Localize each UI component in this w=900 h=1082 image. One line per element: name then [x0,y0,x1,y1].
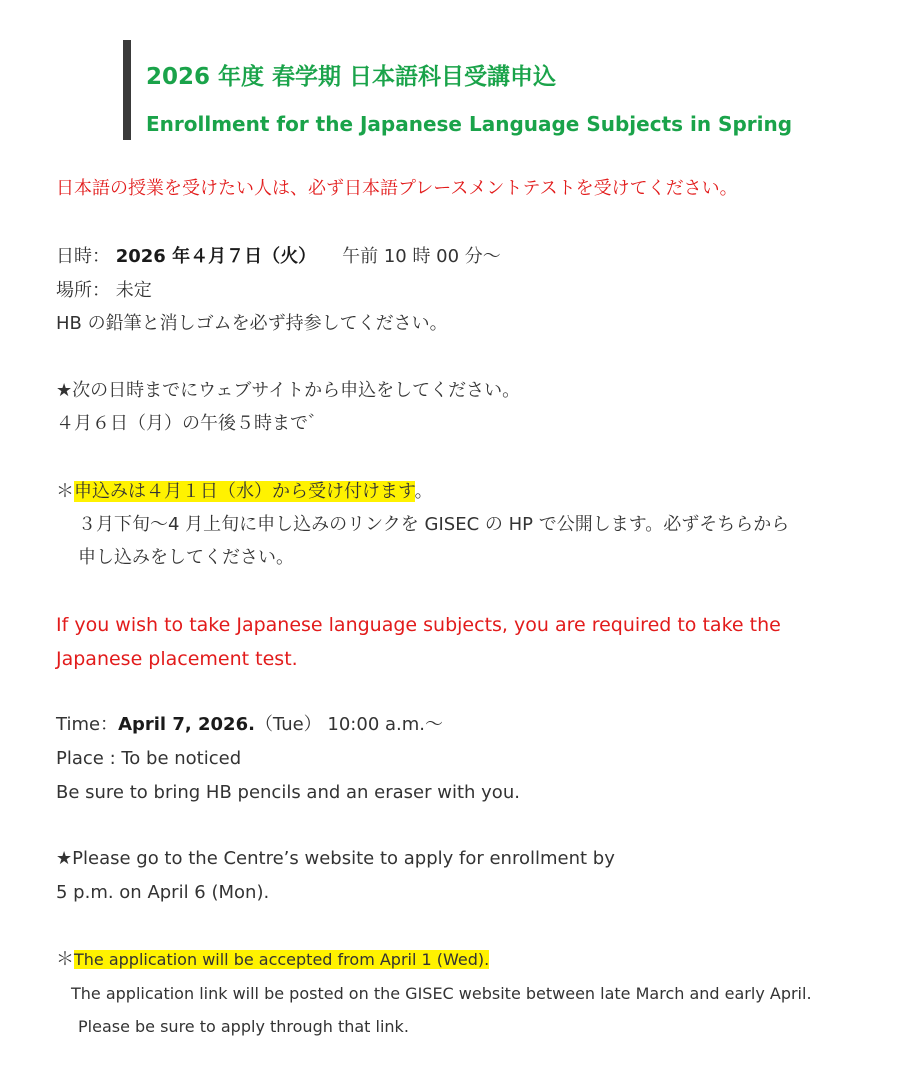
accept-date-highlight-en: The application will be accepted from April 1 (Wed). [74,950,490,969]
apply-deadline-en-line1: ★Please go to the Centre’s website to apply for enrollment by [56,848,615,869]
asterisk-mark-en: ＊ [56,949,74,970]
link-info-en-line2: Please be sure to apply through that link. [78,1017,409,1036]
test-datetime-ja [56,246,501,268]
time-label: Time： [56,714,119,735]
asterisk-mark: ＊ [56,481,74,502]
page-title-japanese: 2026 年度 春学期 日本語科目受講申込 [146,64,557,90]
accept-date-end: 。 [414,481,433,502]
accept-date-en [56,949,489,971]
page-header [123,40,843,140]
link-info-en-line1: The application link will be posted on the GISEC website between late March and early April. [71,984,812,1003]
test-place-en: Place : To be noticed [56,748,242,769]
place-label: 場所： [56,280,110,301]
datetime-label: 日時： [56,246,110,267]
apply-deadline-en-line2: 5 p.m. on April 6 (Mon). [56,882,270,903]
placement-test-notice-ja: 日本語の授業を受けたい人は、必ず日本語プレースメントテストを受けてください。 [56,178,738,199]
placement-test-notice-en-line1: If you wish to take Japanese language subjects, you are required to take the [56,614,781,636]
accept-date-ja [56,481,433,503]
time-rest: （Tue） 10:00 a.m.～ [254,714,444,735]
datetime-date: 2026 年４月７日（火） [115,246,317,267]
page-title-english: Enrollment for the Japanese Language Subjects in Spring [146,112,793,136]
time-date: April 7, 2026. [118,714,255,735]
link-info-ja-line1: ３月下旬～4 月上旬に申し込みのリンクを GISEC の HP で公開します。必ずそちらから [78,514,790,535]
accept-date-highlight: 申込みは４月１日（水）から受け付けます [74,481,415,502]
apply-deadline-ja-line2: ４月６日（月）の午後５時まで゛ [56,413,326,434]
place-value: 未定 [115,280,152,301]
link-info-ja-line2: 申し込みをしてください。 [78,547,294,568]
datetime-time: 午前 10 時 00 分～ [342,246,501,267]
test-time-en [56,714,443,736]
apply-deadline-ja-line1: ★次の日時までにウェブサイトから申込をしてください。 [56,380,521,401]
header-accent-bar [123,40,131,140]
placement-test-notice-en-line2: Japanese placement test. [56,648,298,670]
test-place-ja [56,280,152,302]
bring-items-ja: HB の鉛筆と消しゴムを必ず持参してください。 [56,313,448,334]
bring-items-en: Be sure to bring HB pencils and an eraser with you. [56,782,520,803]
